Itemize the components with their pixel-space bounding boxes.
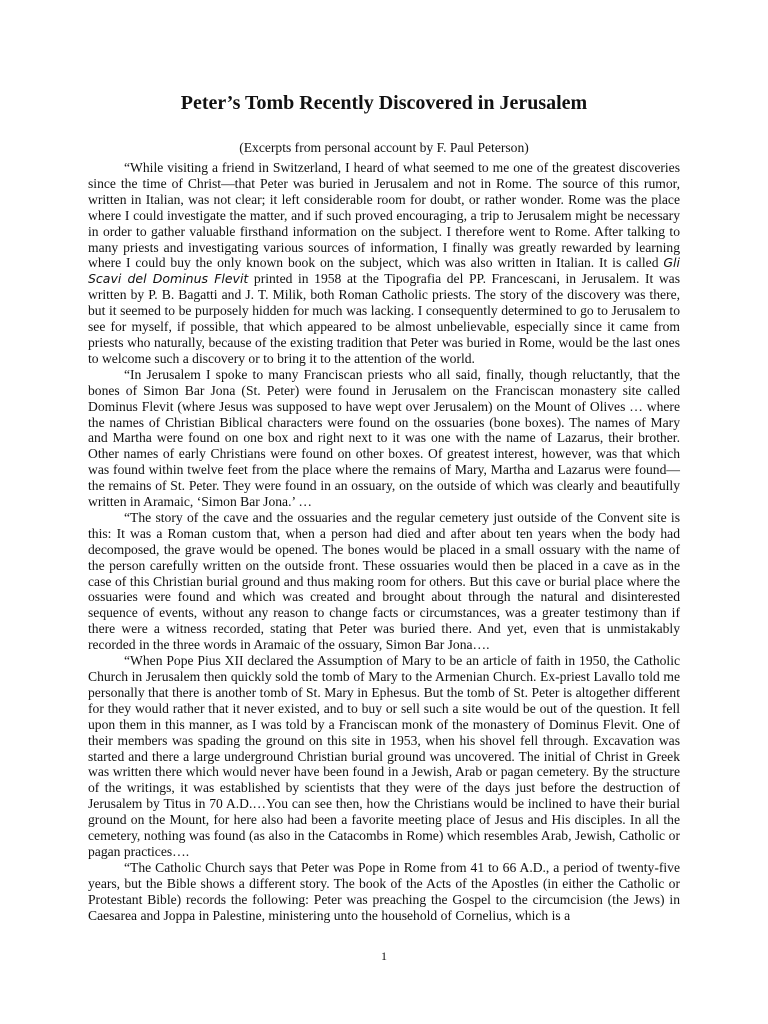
page-number: 1 (381, 949, 387, 963)
document-body (88, 160, 680, 924)
paragraph-2: “In Jerusalem I spoke to many Franciscan priests who all said, finally, though reluctantly, that the bones of Simon Bar Jona (St. Peter) were found in Jerusalem on the Franciscan monastery site called Dominus Flevit (where Jesus was supposed to have wept over Jerusalem) on the Mount of Olives … where the names of Christian Biblical characters were found on the ossuaries (bone boxes). The names of Mary and Martha were found on one box and right next to it was one with the name of Lazarus, their brother. Other names of early Christians were found on other boxes. Of greatest interest, however, was that which was found within twelve feet from the place where the remains of Mary, Martha and Lazarus were found—the remains of St. Peter. They were found in an ossuary, on the outside of which was clearly and beautifully written in Aramaic, ‘Simon Bar Jona.’ … (88, 366, 680, 510)
document-title: Peter’s Tomb Recently Discovered in Jerusalem (180, 92, 588, 114)
paragraph-1 (88, 160, 680, 367)
book-title: Gli Scavi del Dominus Flevit (88, 255, 680, 287)
paragraph-5: “The Catholic Church says that Peter was Pope in Rome from 41 to 66 A.D., a period of twenty-five years, but the Bible shows a different story. The book of the Acts of the Apostles (in either the Catholic or Protestant Bible) records the following: Peter was preaching the Gospel to the circumcision (the Jews) in Caesarea and Joppa in Palestine, ministering unto the household of Cornelius, which is a (88, 859, 680, 923)
document-subtitle: (Excerpts from personal account by F. Paul Peterson) (239, 140, 529, 155)
paragraph-4: “When Pope Pius XII declared the Assumption of Mary to be an article of faith in 1950, the Catholic Church in Jerusalem then quickly sold the tomb of Mary to the Armenian Church. Ex-priest Lavallo told me personally that there is another tomb of St. Mary in Ephesus. But the tomb of St. Peter is altogether different for they would rather that it never existed, and to buy or sell such a site would be out of the question. It fell upon them in this manner, as I was told by a Franciscan monk of the monastery of Dominus Flevit. One of their members was spading the ground on this site in 1953, when his shovel fell through. Excavation was started and there a large underground Christian burial ground was uncovered. The initial of Christ in Greek was written there which would never have been found in a Jewish, Arab or pagan cemetery. By the structure of the writings, it was established by scientists that they were of the days just before the destruction of Jerusalem by Titus in 70 A.D.…You can see then, how the Christians would be inclined to have their burial ground on the Mount, for here also had been a favorite meeting place of Jesus and His disciples. In all the cemetery, nothing was found (as also in the Catacombs in Rome) which resembles Arab, Jewish, Catholic or pagan practices…. (88, 653, 680, 859)
paragraph-3: “The story of the cave and the ossuaries and the regular cemetery just outside of the Convent site is this: It was a Roman custom that, when a person had died and after about ten years when the body had decomposed, the grave would be opened. The bones would be placed in a small ossuary with the name of the person carefully written on the outside front. These ossuaries would then be placed in a cave as in the case of this Christian burial ground and thus making room for others. But this cave or burial place where the ossuaries were found and which was created and brought about through the natural and disinterested sequence of events, without any reason to change facts or circumstances, was a greater testimony than if there were a witness recorded, stating that Peter was buried there. And yet, even that is unmistakably recorded in the three words in Aramaic of the ossuary, Simon Bar Jona…. (88, 509, 680, 653)
paragraph-1-text-after: printed in 1958 at the Tipografia del PP. Francescani, in Jerusalem. It was written by P. B. Bagatti and J. T. Milik, both Roman Catholic priests. The story of the discovery was there, but it seemed to be purposely hidden for much was lacking. I consequently determined to go to Jerusalem to see for myself, if possible, that which appeared to be almost unbelievable, especially since it came from priests who naturally, because of the existing tradition that Peter was buried in Rome, would be the last ones to welcome such a discovery or to bring it to the attention of the world. (88, 271, 680, 366)
paragraph-1-text-before: “While visiting a friend in Switzerland, I heard of what seemed to me one of the greatest discoveries since the time of Christ—that Peter was buried in Jerusalem and not in Rome. The source of this rumor, written in Italian, was not clear; it left considerable room for doubt, or rather wonder. Rome was the place where I could investigate the matter, and if such proved encouraging, a trip to Jerusalem might be necessary in order to gather valuable firsthand information on the subject. I therefore went to Rome. After talking to many priests and investigating various sources of information, I finally was greatly rewarded by learning where I could buy the only known book on the subject, which was also written in Italian. It is called (88, 160, 680, 271)
